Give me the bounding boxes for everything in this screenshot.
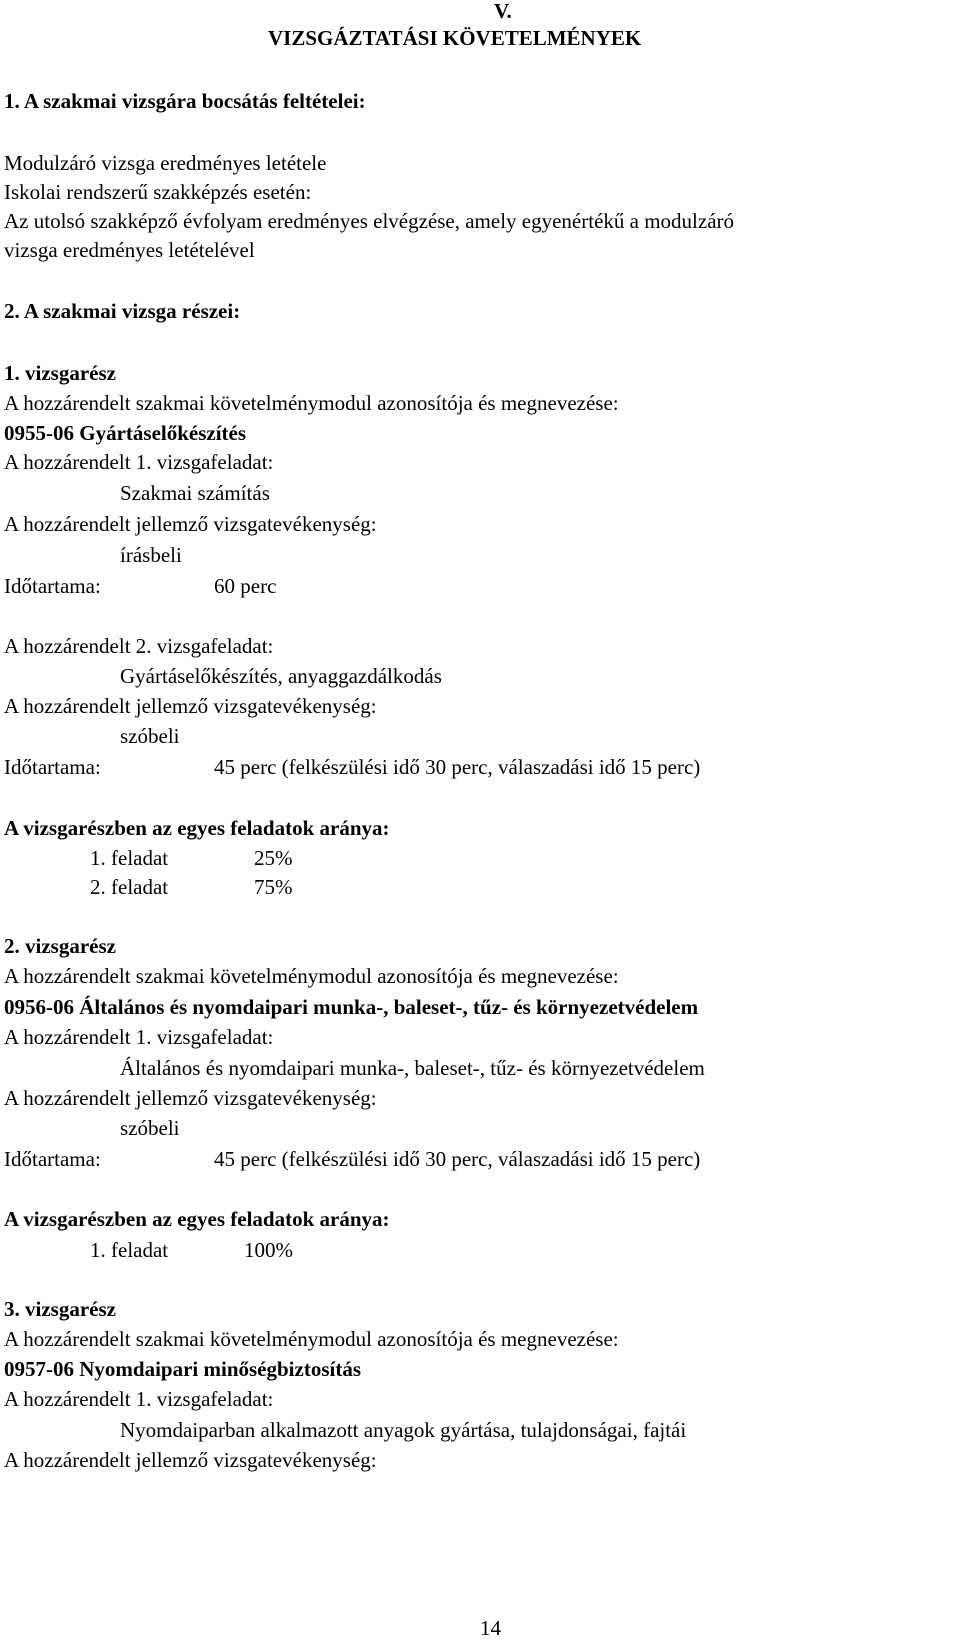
page-title: VIZSGÁZTATÁSI KÖVETELMÉNYEK bbox=[268, 26, 642, 50]
ratio-value: 100% bbox=[244, 1238, 293, 1262]
ratio-value: 75% bbox=[254, 875, 293, 899]
task-name: Szakmai számítás bbox=[120, 481, 270, 505]
condition-line: Modulzáró vizsga eredményes letétele bbox=[4, 151, 327, 175]
condition-line: Iskolai rendszerű szakképzés esetén: bbox=[4, 180, 312, 204]
section-2-heading: 2. A szakmai vizsga részei: bbox=[4, 299, 241, 323]
activity-label: A hozzárendelt jellemző vizsgatevékenység: bbox=[4, 512, 377, 536]
module-name: 0955-06 Gyártáselőkészítés bbox=[4, 421, 247, 445]
duration-label: Időtartama: bbox=[4, 755, 101, 779]
activity-value: szóbeli bbox=[120, 724, 180, 748]
task-name: Nyomdaiparban alkalmazott anyagok gyártása, tulajdonságai, fajtái bbox=[120, 1418, 687, 1442]
activity-value: szóbeli bbox=[120, 1116, 180, 1140]
ratio-heading: A vizsgarészben az egyes feladatok aránya: bbox=[4, 816, 390, 840]
part-1-title: 1. vizsgarész bbox=[4, 361, 116, 385]
task-label: A hozzárendelt 1. vizsgafeladat: bbox=[4, 1025, 274, 1049]
condition-line: Az utolsó szakképző évfolyam eredményes elvégzése, amely egyenértékű a modulzáró bbox=[4, 209, 735, 233]
ratio-task: 1. feladat bbox=[90, 1238, 169, 1262]
module-name: 0956-06 Általános és nyomdaipari munka-, baleset-, tűz- és környezetvédelem bbox=[4, 995, 699, 1019]
duration-value: 45 perc (felkészülési idő 30 perc, válaszadási idő 15 perc) bbox=[214, 755, 701, 779]
page-number: 14 bbox=[480, 1616, 501, 1640]
duration-value: 60 perc bbox=[214, 574, 277, 598]
ratio-heading: A vizsgarészben az egyes feladatok aránya: bbox=[4, 1207, 390, 1231]
activity-label: A hozzárendelt jellemző vizsgatevékenység: bbox=[4, 1448, 377, 1472]
duration-label: Időtartama: bbox=[4, 574, 101, 598]
activity-label: A hozzárendelt jellemző vizsgatevékenység: bbox=[4, 694, 377, 718]
task-name: Általános és nyomdaipari munka-, baleset-, tűz- és környezetvédelem bbox=[120, 1056, 705, 1080]
task-name: Gyártáselőkészítés, anyaggazdálkodás bbox=[120, 664, 442, 688]
section-1-heading: 1. A szakmai vizsgára bocsátás feltételei: bbox=[4, 89, 366, 113]
module-label: A hozzárendelt szakmai követelménymodul azonosítója és megnevezése: bbox=[4, 391, 619, 415]
duration-value: 45 perc (felkészülési idő 30 perc, válaszadási idő 15 perc) bbox=[214, 1147, 701, 1171]
condition-line: vizsga eredményes letételével bbox=[4, 238, 255, 262]
part-2-title: 2. vizsgarész bbox=[4, 934, 116, 958]
ratio-task: 1. feladat bbox=[90, 846, 169, 870]
module-label: A hozzárendelt szakmai követelménymodul azonosítója és megnevezése: bbox=[4, 964, 619, 988]
activity-value: írásbeli bbox=[120, 543, 182, 567]
task-label: A hozzárendelt 1. vizsgafeladat: bbox=[4, 450, 274, 474]
activity-label: A hozzárendelt jellemző vizsgatevékenység: bbox=[4, 1086, 377, 1110]
ratio-value: 25% bbox=[254, 846, 293, 870]
module-name: 0957-06 Nyomdaipari minőségbiztosítás bbox=[4, 1357, 361, 1381]
duration-label: Időtartama: bbox=[4, 1147, 101, 1171]
module-label: A hozzárendelt szakmai követelménymodul azonosítója és megnevezése: bbox=[4, 1327, 619, 1351]
ratio-task: 2. feladat bbox=[90, 875, 169, 899]
task-label: A hozzárendelt 1. vizsgafeladat: bbox=[4, 1387, 274, 1411]
part-3-title: 3. vizsgarész bbox=[4, 1297, 116, 1321]
task-label: A hozzárendelt 2. vizsgafeladat: bbox=[4, 634, 274, 658]
chapter-number: V. bbox=[494, 0, 512, 23]
